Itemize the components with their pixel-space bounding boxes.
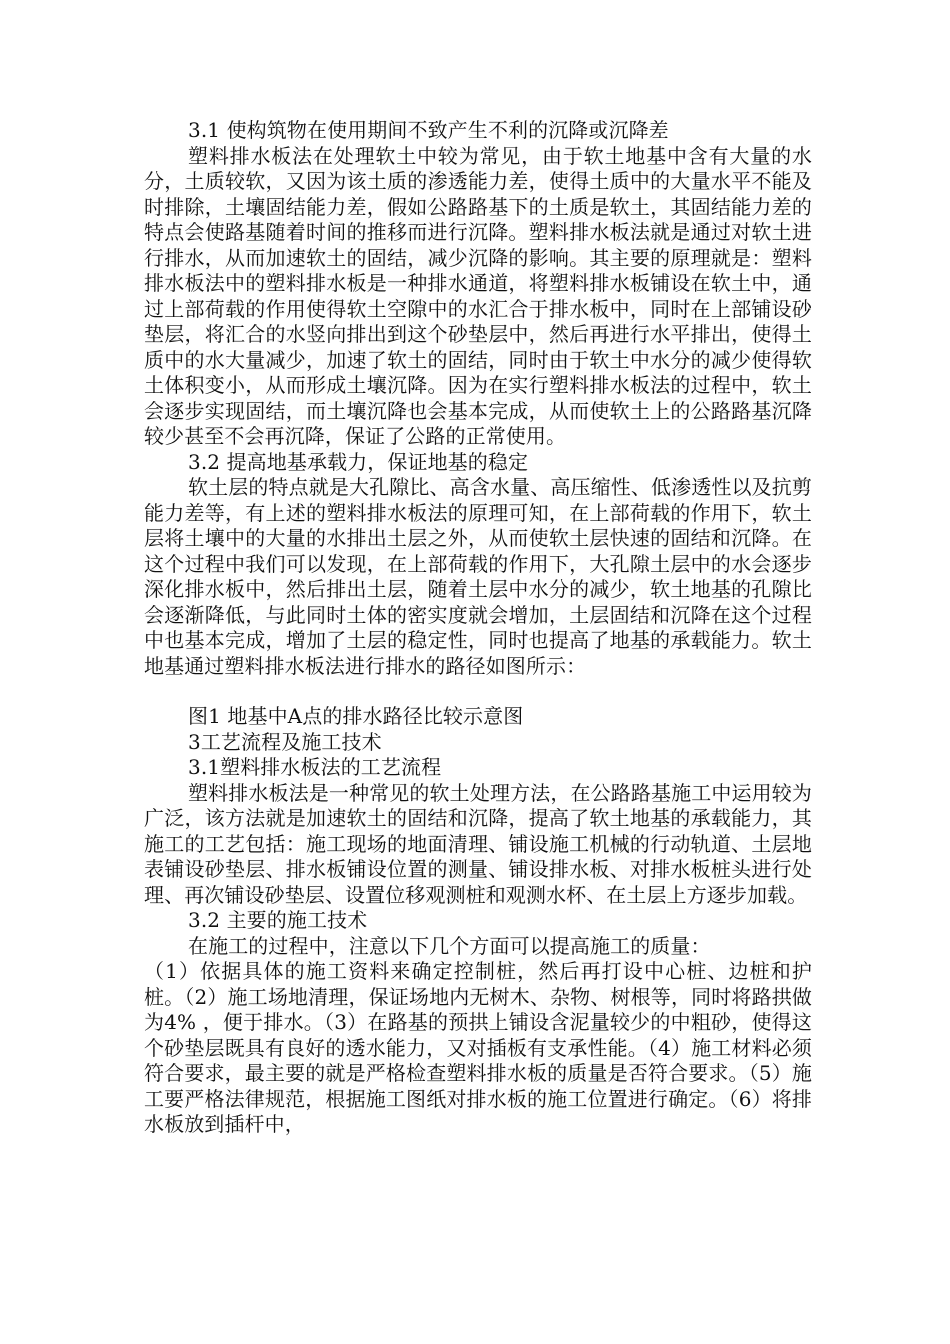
paragraph-techniques-intro: 在施工的过程中，注意以下几个方面可以提高施工的质量：: [188, 933, 711, 958]
section-heading-3-2-techniques: 3.2 主要的施工技术: [188, 908, 368, 932]
paragraph-process-flow: 塑料排水板法是一种常见的软土处理方法，在公路路基施工中运用较为广泛，该方法就是加速软土的固结和沉降，提高了软土地基的承载能力，其施工的工艺包括：施工现场的地面清理、铺设施工机械的行动轨道、土层地表铺设砂垫层、排水板铺设位置的测量、铺设排水板、对排水板桩头进行处理、再次铺设砂垫层、设置位移观测桩和观测水杯、在土层上方逐步加载。: [144, 780, 812, 907]
document-body: [144, 118, 812, 1138]
paragraph-techniques-list: （1）依据具体的施工资料来确定控制桩，然后再打设中心桩、边桩和护桩。（2）施工场地清理，保证场地内无树木、杂物、树根等，同时将路拱做为4% ，便于排水。（3）在路基的预拱上铺设含泥量较少的中粗砂，使得这个砂垫层既具有良好的透水能力，又对插板有支承性能。（4）施工材料必须符合要求，最主要的就是严格检查塑料排水板的质量是否符合要求。（5）施工要严格法律规范，根据施工图纸对排水板的施工位置进行确定。（6）将排水板放到插杆中，: [144, 959, 812, 1136]
section-heading-3: 3工艺流程及施工技术: [188, 729, 382, 754]
paragraph-soft-soil-characteristics: 软土层的特点就是大孔隙比、高含水量、高压缩性、低渗透性以及抗剪能力差等，有上述的塑料排水板法的原理可知，在上部荷载的作用下，软土层将土壤中的大量的水排出土层之外，从而使软土层快速的固结和沉降。在这个过程中我们可以发现，在上部荷载的作用下，大孔隙土层中的水会逐步深化排水板中，然后排出土层，随着土层中水分的减少，软土地基的孔隙比会逐渐降低，与此同时土体的密实度就会增加，土层固结和沉降在这个过程中也基本完成，增加了土层的稳定性，同时也提高了地基的承载能力。软土地基通过塑料排水板法进行排水的路径如图所示：: [144, 475, 812, 678]
section-heading-3-1-process: 3.1塑料排水板法的工艺流程: [188, 755, 442, 779]
figure-caption: 图1 地基中A点的排水路径比较示意图: [188, 704, 524, 728]
paragraph-drainage-principle: 塑料排水板法在处理软土中较为常见，由于软土地基中含有大量的水分，土质较软，又因为该土质的渗透能力差，使得土质中的大量水平不能及时排除，土壤固结能力差，假如公路路基下的土质是软土，其固结能力差的特点会使路基随着时间的推移而进行沉降。塑料排水板法就是通过对软土进行排水，从而加速软土的固结，减少沉降的影响。其主要的原理就是：塑料排水板法中的塑料排水板是一种排水通道，将塑料排水板铺设在软土中，通过上部荷载的作用使得软土空隙中的水汇合于排水板中，同时在上部铺设砂垫层，将汇合的水竖向排出到这个砂垫层中，然后再进行水平排出，使得土质中的水大量减少，加速了软土的固结，同时由于软土中水分的减少使得软土体积变小，从而形成土壤沉降。因为在实行塑料排水板法的过程中，软土会逐步实现固结，而土壤沉降也会基本完成，从而使软土上的公路路基沉降较少甚至不会再沉降，保证了公路的正常使用。: [144, 143, 812, 448]
section-heading-3-1: 3.1 使构筑物在使用期间不致产生不利的沉降或沉降差: [188, 118, 669, 142]
section-heading-3-2: 3.2 提高地基承载力，保证地基的稳定: [188, 449, 529, 474]
figure-placeholder-gap: [144, 679, 812, 704]
